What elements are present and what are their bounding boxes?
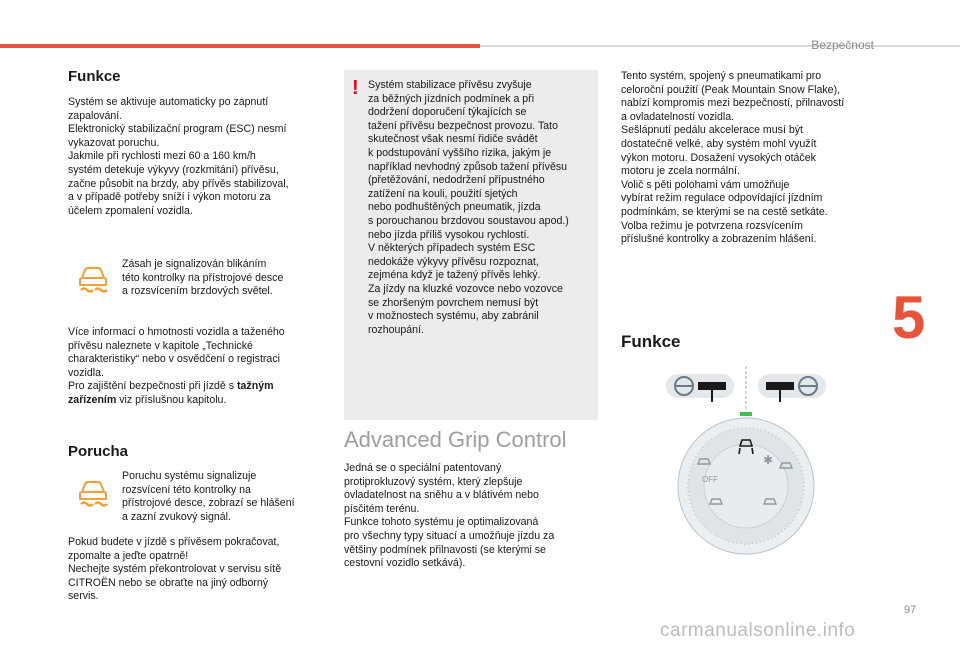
trailer-stability-warning-icon xyxy=(76,264,110,296)
dial-off-label: OFF xyxy=(702,475,718,484)
svg-text:✱: ✱ xyxy=(763,453,774,467)
agc-heading: Advanced Grip Control xyxy=(344,427,567,452)
porucha-text: Pokud budete v jízdě s přívěsem pokračovat, zpomalte a jeďte opatrně! Nechejte systém překontrolovat v servisu sítě CITROËN nebo se obraťte na jiný odborný servis. xyxy=(68,536,282,603)
warning-box xyxy=(344,70,598,420)
warning-text: Systém stabilizace přívěsu zvyšuje za běžných jízdních podmínek a při dodržení doporučení týkajících se tažení přívěsu bezpečnost provozu. Tato skutečnost však nesmí řidiče svádět k podstupování vyššího rizika, jakým je například nevhodný způsob tažení přívěsu (přetěžování, nedodržení přípustného zatížení na kouli, použití sjetých nebo podhuštěných pneumatik, jízda s porouchanou brzdovou soustavou apod.) nebo jízda příliš vysokou rychlostí. V některých případech systém ESC nedokáže výkyvy přívěsu rozpoznat, zejména když je tažený přívěs lehký. Za jízdy na kluzké vozovce nebo vozovce se zhoršeným povrchem nemusí být v možnostech systému, aby zabránil rozhoupání. xyxy=(368,79,569,336)
intro-text: Tento systém, spojený s pneumatikami pro celoroční použití (Peak Mountain Snow Flake), nabízí kompromis mezi bezpečností, přilnavostí a ovladatelností vozidla. Sešlápnutí pedálu akcelerace musí být dostatečně velké, aby systém mohl využít výkon motoru. Dosažení vysokých otáček motoru je zcela normální. Volič s pěti polohami vám umožňuje vybírat režim regulace odpovídající jízdním podmínkám, se kterými se na cestě setkáte. Volba režimu je potvrzena rozsvícením příslušné kontrolky a zobrazením hlášení. xyxy=(621,70,845,246)
chapter-number: 5 xyxy=(892,284,926,351)
funkce-text: Systém se aktivuje automaticky po zapnutí zapalování. Elektronický stabilizační program (ESC) nesmí vykazovat poruchu. Jakmile při rychlosti mezi 60 a 160 km/h systém detekuje výkyvy (rozkmitání) přívěsu, začne působit na brzdy, aby přívěs stabilizoval, a v případě potřeby sníží i výkon motoru za účelem zpomalení vozidla. xyxy=(68,96,289,217)
funkce-right-heading: Funkce xyxy=(621,332,681,351)
steering-wheel-icon xyxy=(758,374,826,402)
section-title: Bezpečnost xyxy=(811,38,874,52)
warning-exclamation-icon: ! xyxy=(352,77,359,99)
header-divider xyxy=(480,45,960,47)
watermark: carmanualsonline.info xyxy=(660,620,856,641)
grip-control-selector-illustration xyxy=(656,364,840,564)
signal-text: Zásah je signalizován blikáním této kontrolky na přístrojové desce a rozsvícením brzdových světel. xyxy=(122,258,284,298)
porucha-heading: Porucha xyxy=(68,443,129,460)
trailer-fault-warning-icon xyxy=(76,478,110,510)
agc-text: Jedná se o speciální patentovaný protiprokluzový systém, který zlepšuje ovladatelnost na sněhu a v blátivém nebo písčitém terénu. Funkce tohoto systému je optimalizovaná pro všechny typy situací a umožňuje jízdu za většiny podmínek přilnavosti (se kterými se cestovní vozidlo setkává). xyxy=(344,462,555,570)
mode-selector-dial xyxy=(678,412,814,554)
header-accent-bar xyxy=(0,44,480,48)
funkce-heading: Funkce xyxy=(68,68,121,85)
porucha-signal-text: Poruchu systému signalizuje rozsvícení této kontrolky na přístrojové desce, zobrazí se hlášení a zazní zvukový signál. xyxy=(122,470,295,523)
page-number: 97 xyxy=(904,604,917,616)
steering-wheel-icon xyxy=(666,374,734,402)
more-info-text: Více informací o hmotnosti vozidla a taženého přívěsu naleznete v kapitole „Technické charakteristiky“ nebo v osvědčení o registraci vozidla. Pro zajištění bezpečnosti při jízdě s tažným zařízením viz příslušnou kapitolu. xyxy=(68,326,285,406)
